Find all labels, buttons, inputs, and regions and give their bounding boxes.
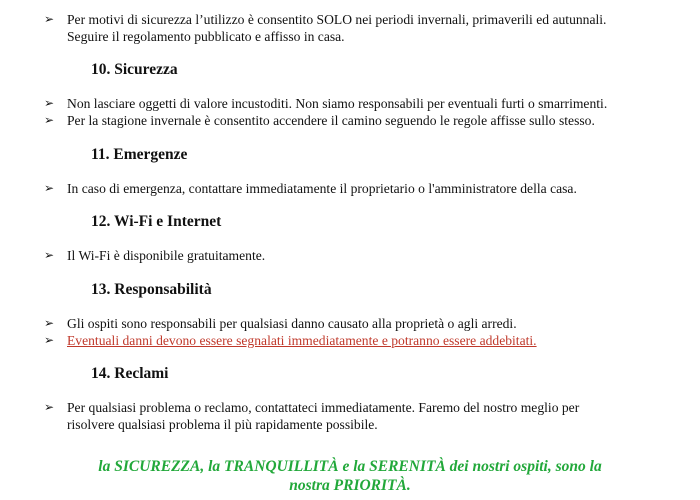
section-heading-sicurezza: 10. Sicurezza [91,61,178,78]
list-item [44,399,664,433]
bullet-text-line1: Per qualsiasi problema o reclamo, contattateci immediatamente. Faremo del nostro meglio per [67,400,580,415]
arrow-bullet-icon: ➢ [44,316,55,330]
arrow-bullet-icon: ➢ [44,400,55,414]
list-item [44,112,664,129]
section-heading-responsabilita: 13. Responsabilità [91,281,212,298]
bullet-text: Il Wi-Fi è disponibile gratuitamente. [67,248,266,263]
bullet-text-line2: Seguire il regolamento pubblicato e affisso in casa. [67,29,345,44]
slogan-line2: nostra PRIORITÀ. [289,477,411,494]
list-item [44,315,664,332]
section-heading-emergenze: 11. Emergenze [91,146,188,163]
arrow-bullet-icon: ➢ [44,333,55,347]
arrow-bullet-icon: ➢ [44,181,55,195]
bullet-text: Per la stagione invernale è consentito accendere il camino seguendo le regole affisse sullo stesso. [67,113,595,128]
section-heading-wifi: 12. Wi-Fi e Internet [91,213,222,230]
list-item [44,11,664,45]
bullet-text-line2: risolvere qualsiasi problema il più rapidamente possibile. [67,417,378,432]
warning-text: Eventuali danni devono essere segnalati immediatamente e potranno essere addebitati. [67,333,537,348]
bullet-text: In caso di emergenza, contattare immediatamente il proprietario o l'amministratore della casa. [67,181,577,196]
list-item [44,247,664,264]
arrow-bullet-icon: ➢ [44,113,55,127]
list-item [44,95,664,112]
arrow-bullet-icon: ➢ [44,12,55,26]
slogan-line1: la SICUREZZA, la TRANQUILLITÀ e la SERENITÀ dei nostri ospiti, sono la [98,458,602,475]
section-heading-reclami: 14. Reclami [91,365,169,382]
list-item [44,332,664,349]
arrow-bullet-icon: ➢ [44,248,55,262]
bullet-text: Gli ospiti sono responsabili per qualsiasi danno causato alla proprietà o agli arredi. [67,316,517,331]
bullet-text: Non lasciare oggetti di valore incustoditi. Non siamo responsabili per eventuali furti o smarrimenti. [67,96,608,111]
list-item [44,180,664,197]
bullet-text-line1: Per motivi di sicurezza l’utilizzo è consentito SOLO nei periodi invernali, primaverili ed autunnali. [67,12,607,27]
arrow-bullet-icon: ➢ [44,96,55,110]
